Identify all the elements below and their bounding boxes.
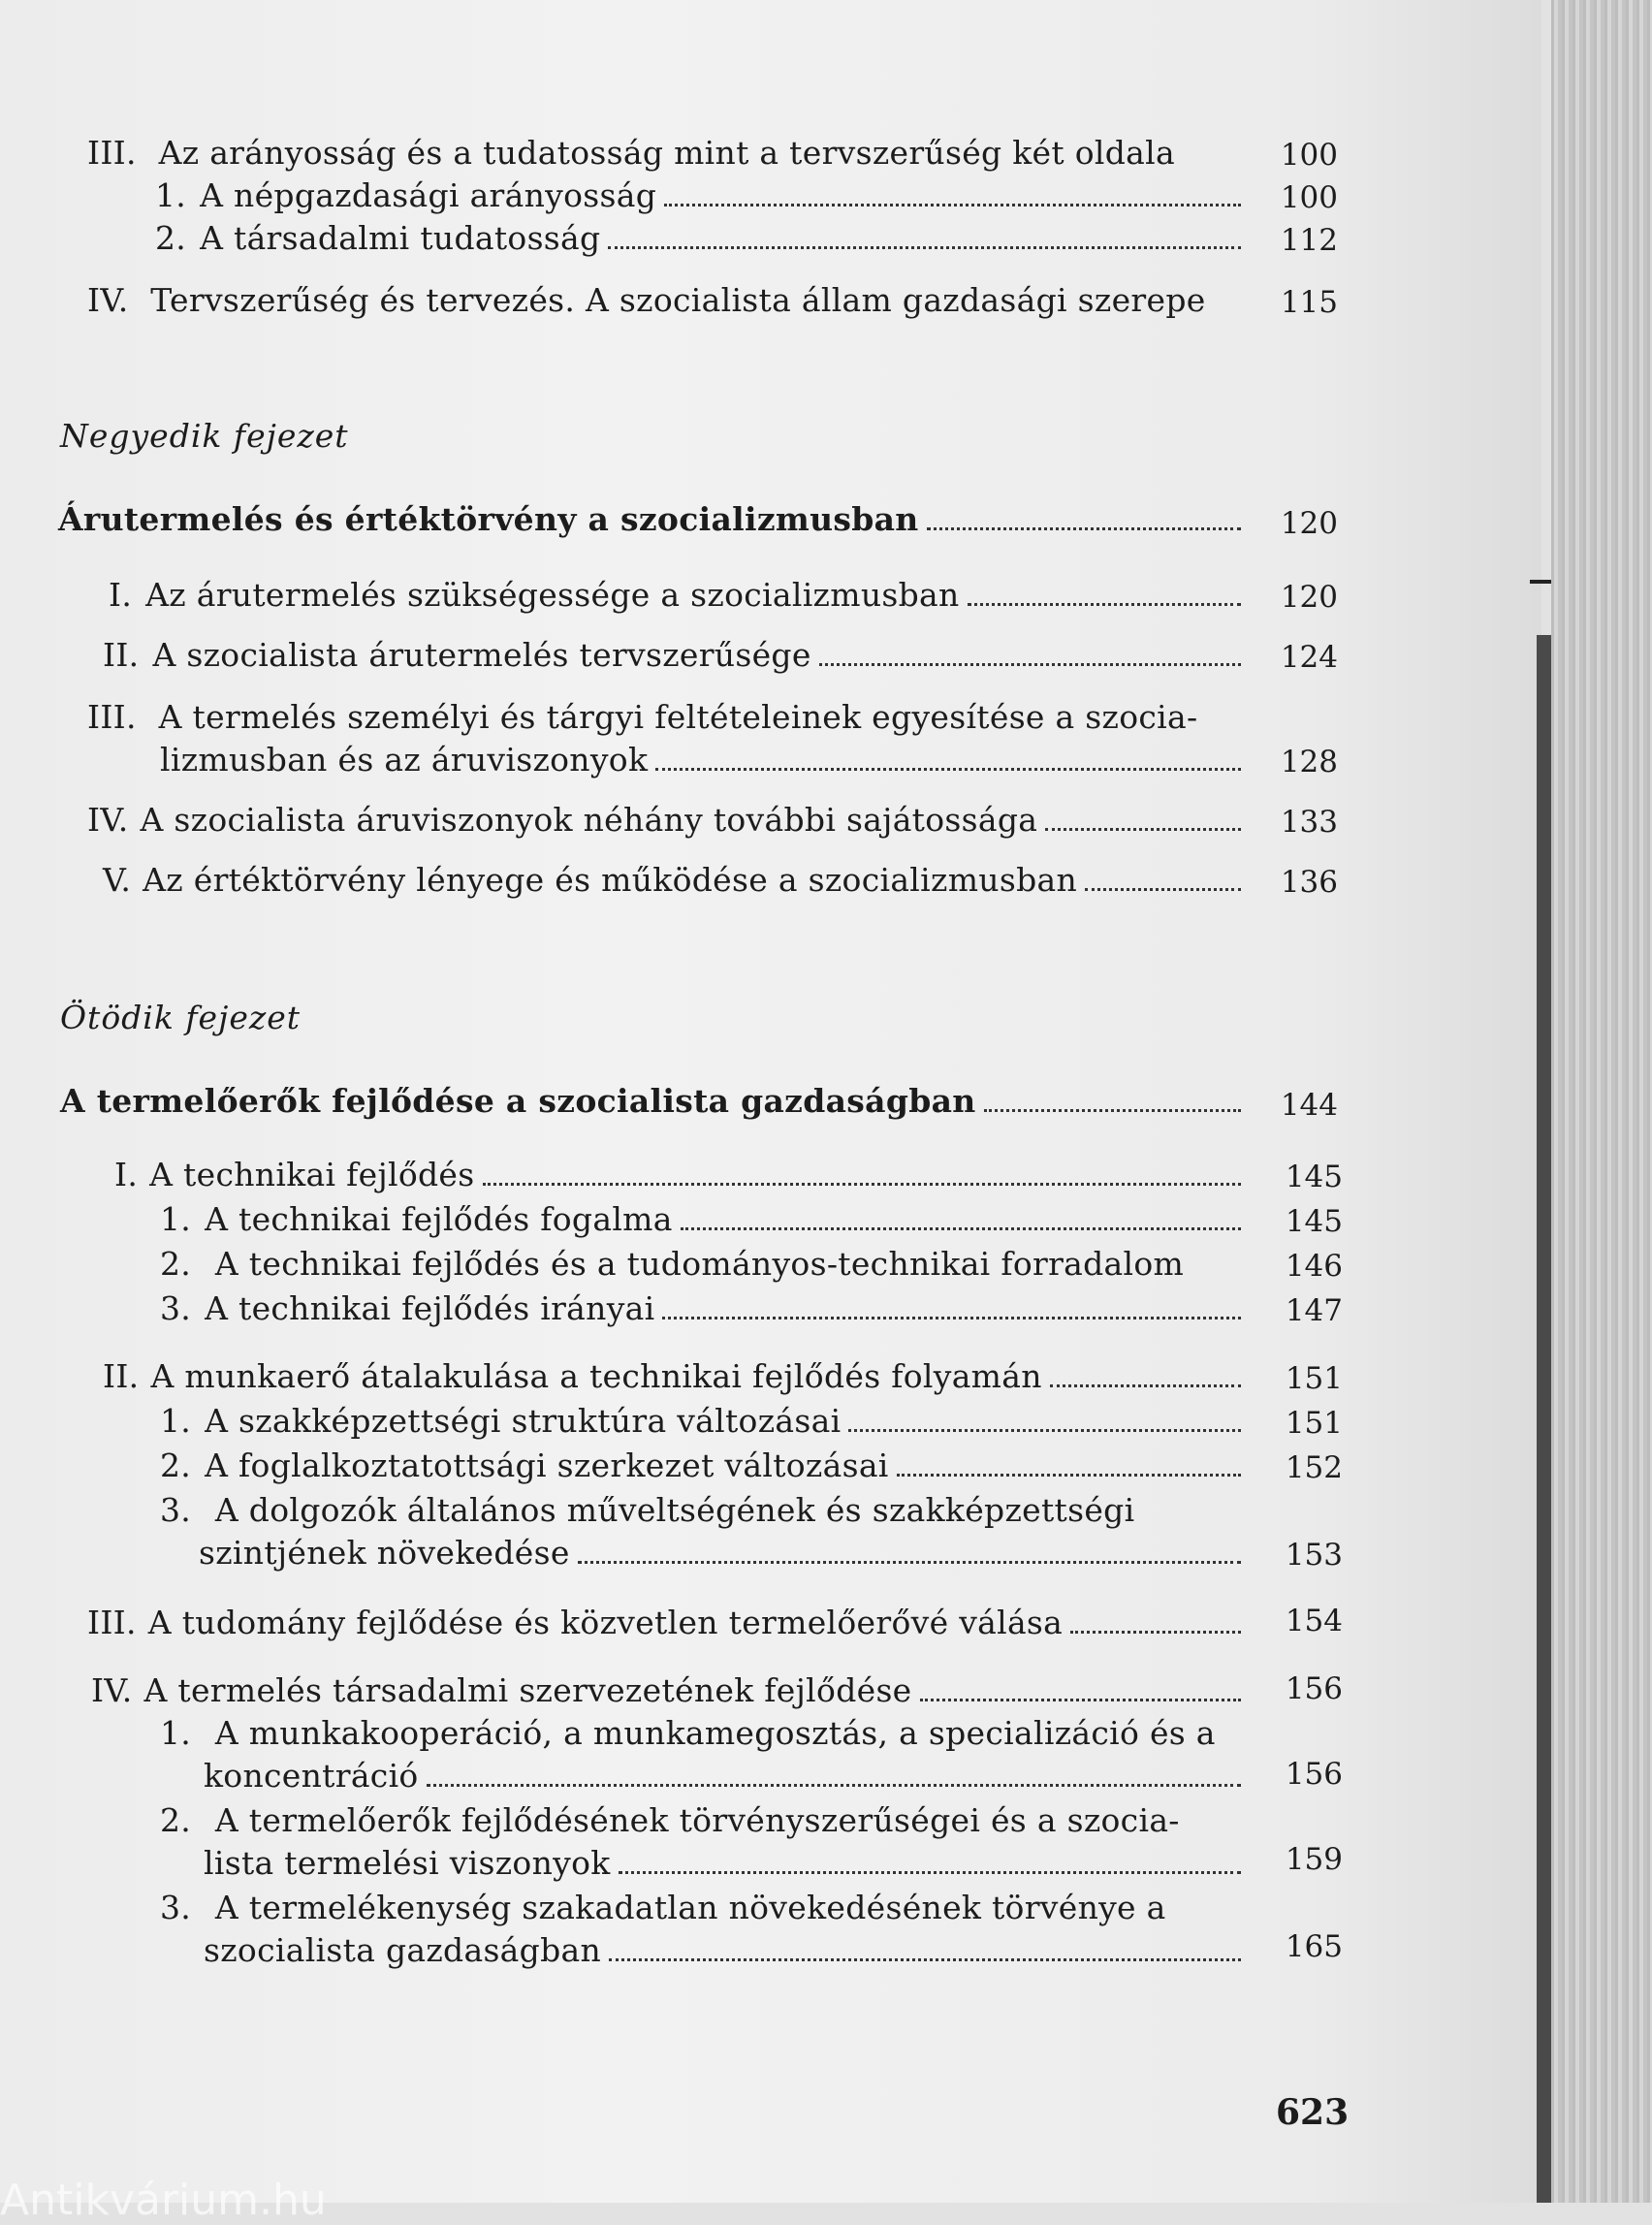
entry-text: A termelés személyi és tárgyi feltételeinek egyesítése a szocia- <box>158 698 1198 736</box>
entry-label: III. <box>87 1604 137 1641</box>
entry-label: I. <box>114 1156 139 1193</box>
dot-leader <box>655 768 1241 771</box>
entry-text: A tudomány fejlődése és közvetlen termelőerővé válása <box>147 1604 1064 1641</box>
toc-entry <box>87 279 1338 322</box>
dot-leader <box>1070 1631 1241 1634</box>
entry-label: II. <box>103 1357 140 1395</box>
entry-text: A munkakooperáció, a munkamegosztás, a specializáció és a <box>214 1714 1216 1752</box>
toc-entry <box>87 799 1251 842</box>
toc-entry-continuation <box>199 1532 1251 1574</box>
toc-entry <box>87 696 1251 739</box>
dot-leader <box>609 1958 1241 1961</box>
entry-label: 2. <box>160 1446 192 1484</box>
chapter-label: Negyedik fejezet <box>60 417 349 455</box>
page-ref: 115 <box>1280 285 1338 320</box>
toc-entry <box>87 1602 1251 1644</box>
entry-text: Az árutermelés szükségessége a szocializmusban <box>145 576 960 614</box>
entry-label: IV. <box>91 1671 133 1709</box>
entry-text: Az arányosság és a tudatosság mint a tervszerűség két oldala <box>158 134 1175 172</box>
page-ref: 124 <box>1280 640 1338 675</box>
page-ref: 145 <box>1285 1160 1343 1194</box>
toc-entry <box>160 1489 1260 1532</box>
dot-leader <box>578 1561 1241 1564</box>
dot-leader <box>920 1699 1241 1701</box>
dot-leader <box>1085 888 1241 891</box>
page-ref: 133 <box>1280 805 1338 840</box>
toc-entry <box>155 217 1251 260</box>
page-ref: 153 <box>1285 1538 1343 1573</box>
dot-leader <box>608 246 1241 249</box>
page-number: 623 <box>1276 2092 1350 2133</box>
entry-label: III. <box>87 134 137 172</box>
toc-entry <box>103 634 1251 677</box>
dot-leader <box>427 1784 1241 1787</box>
page-ref: 100 <box>1280 138 1338 173</box>
entry-text: A termelőerők fejlődésének törvényszerűségei és a szocia- <box>214 1801 1180 1839</box>
page-ref: 120 <box>1280 580 1338 615</box>
toc-entry <box>160 1400 1251 1443</box>
dot-leader <box>1045 828 1241 831</box>
entry-label: 2. <box>155 219 187 257</box>
toc-entry <box>103 1355 1251 1398</box>
page-ref: 152 <box>1285 1450 1343 1485</box>
toc-entry-continuation <box>204 1929 1251 1972</box>
entry-text: A technikai fejlődés és a tudományos-technikai forradalom <box>214 1245 1185 1283</box>
dot-leader <box>819 663 1241 666</box>
toc-entry <box>160 1198 1251 1241</box>
page-ref: 112 <box>1280 223 1338 258</box>
dot-leader <box>662 1317 1241 1319</box>
entry-label: 1. <box>160 1714 192 1752</box>
page-ref: 156 <box>1285 1757 1343 1792</box>
entry-label: 1. <box>160 1200 192 1238</box>
toc-entry <box>160 1287 1251 1330</box>
dot-leader <box>619 1871 1241 1874</box>
toc-entry <box>160 1887 1260 1929</box>
entry-text: A társadalmi tudatosság <box>200 219 601 257</box>
entry-text: A szakképzettségi struktúra változásai <box>205 1402 842 1440</box>
entry-label: 2. <box>160 1801 192 1839</box>
dot-leader <box>681 1227 1241 1230</box>
chapter-title-text: A termelőerők fejlődése a szocialista gazdaságban <box>60 1082 976 1120</box>
toc-entry <box>160 1712 1260 1755</box>
page-ref: 120 <box>1280 506 1338 541</box>
chapter-label: Ötödik fejezet <box>60 999 302 1036</box>
dot-leader <box>848 1429 1241 1432</box>
toc-entry <box>160 1243 1260 1286</box>
entry-label: 1. <box>160 1402 192 1440</box>
entry-text: A szocialista árutermelés tervszerűsége <box>152 636 811 674</box>
entry-text: szintjének növekedése <box>199 1534 570 1572</box>
dot-leader <box>664 204 1241 207</box>
chapter-title <box>60 1082 1251 1122</box>
entry-text: A termelékenység szakadatlan növekedésének törvénye a <box>214 1889 1166 1926</box>
toc-entry <box>114 1154 1251 1196</box>
page-ref: 165 <box>1285 1929 1343 1964</box>
entry-label: 3. <box>160 1491 192 1529</box>
entry-text: szocialista gazdaságban <box>204 1931 602 1969</box>
entry-text: lista termelési viszonyok <box>204 1844 611 1882</box>
toc-entry <box>91 1669 1251 1712</box>
toc-entry <box>160 1799 1260 1842</box>
entry-text: A dolgozók általános műveltségének és szakképzettségi <box>214 1491 1135 1529</box>
page-ref: 100 <box>1280 180 1338 215</box>
entry-text: A technikai fejlődés irányai <box>205 1289 655 1327</box>
entry-label: 3. <box>160 1289 192 1327</box>
page-ref: 144 <box>1280 1088 1338 1123</box>
entry-label: 1. <box>155 176 187 214</box>
entry-text: A termelés társadalmi szervezetének fejlődése <box>143 1671 912 1709</box>
entry-text: koncentráció <box>204 1757 419 1795</box>
entry-label: 2. <box>160 1245 192 1283</box>
toc-entry <box>109 574 1251 617</box>
entry-text: A technikai fejlődés <box>149 1156 475 1193</box>
toc-entry-continuation <box>204 1755 1251 1797</box>
entry-text: A munkaerő átalakulása a technikai fejlődés folyamán <box>150 1357 1042 1395</box>
page-ref: 156 <box>1285 1671 1343 1706</box>
chapter-title-text: Árutermelés és értéktörvény a szocializmusban <box>58 500 919 538</box>
entry-label: V. <box>103 861 132 899</box>
page-ref: 151 <box>1285 1361 1343 1396</box>
page-ref: 151 <box>1285 1406 1343 1441</box>
entry-text: A szocialista áruviszonyok néhány további sajátossága <box>140 801 1038 839</box>
entry-label: II. <box>103 636 140 674</box>
toc-entry <box>155 175 1251 217</box>
entry-label: IV. <box>87 801 129 839</box>
page-ref: 145 <box>1285 1204 1343 1239</box>
page-ref: 146 <box>1285 1249 1343 1284</box>
page-edges <box>1551 0 1652 2203</box>
toc-entry <box>103 859 1251 902</box>
entry-label: I. <box>109 576 133 614</box>
toc-entry <box>87 132 1338 175</box>
dot-leader <box>927 527 1241 530</box>
entry-label: 3. <box>160 1889 192 1926</box>
page-ref: 159 <box>1285 1842 1343 1877</box>
page-ref: 147 <box>1285 1293 1343 1328</box>
dot-leader <box>897 1474 1241 1477</box>
dot-leader <box>984 1109 1241 1112</box>
entry-text: A népgazdasági arányosság <box>200 176 657 214</box>
entry-text: A foglalkoztatottsági szerkezet változásai <box>205 1446 889 1484</box>
entry-text: Az értéktörvény lényege és működése a szocializmusban <box>143 861 1078 899</box>
toc-entry <box>160 1445 1251 1487</box>
dot-leader <box>968 603 1241 606</box>
page-ref: 154 <box>1285 1604 1343 1638</box>
entry-text: Tervszerűség és tervezés. A szocialista állam gazdasági szerepe <box>150 281 1206 319</box>
watermark: Antikvárium.hu <box>0 2176 327 2225</box>
entry-label: III. <box>87 698 137 736</box>
page-ref: 136 <box>1280 865 1338 900</box>
dot-leader <box>1050 1384 1241 1387</box>
toc-entry-continuation <box>204 1842 1251 1885</box>
toc-entry-continuation <box>160 739 1251 781</box>
chapter-title <box>58 500 1251 540</box>
entry-text: lizmusban és az áruviszonyok <box>160 741 649 779</box>
dot-leader <box>483 1183 1242 1186</box>
entry-text: A technikai fejlődés fogalma <box>205 1200 673 1238</box>
page-ref: 128 <box>1280 745 1338 779</box>
entry-label: IV. <box>87 281 129 319</box>
